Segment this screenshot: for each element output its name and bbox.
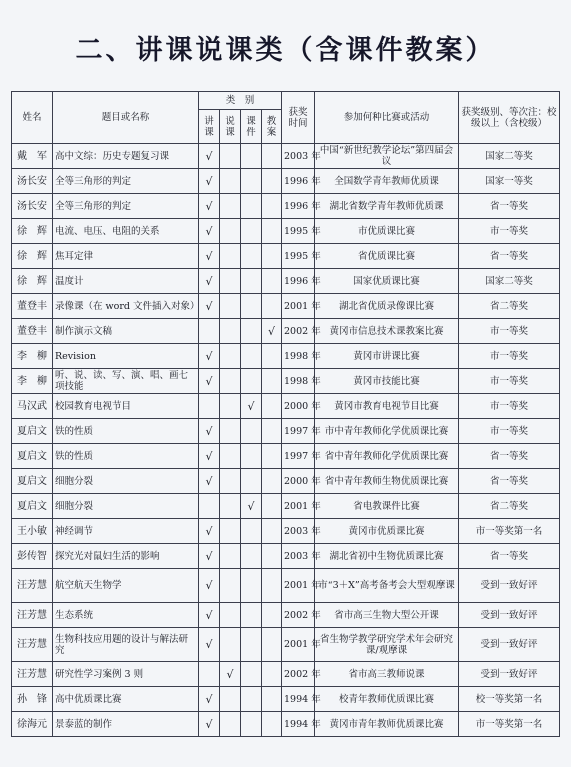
cell-topic: 高中优质课比赛: [53, 687, 199, 712]
table-row: [12, 628, 560, 662]
cell-competition: 省市高三生物大型公开课: [315, 603, 459, 628]
cell-level: 受到一致好评: [459, 662, 560, 687]
cell-cat-plan: [262, 219, 282, 244]
cell-cat-lecture: √: [199, 603, 220, 628]
cell-cat-courseware: [241, 219, 262, 244]
cell-cat-lecture: √: [199, 628, 220, 662]
cell-competition: 省中青年教师化学优质课比赛: [315, 444, 459, 469]
cell-cat-courseware: [241, 319, 262, 344]
cell-name: 马汉武: [12, 394, 53, 419]
cell-time: 2003 年: [282, 144, 315, 169]
cell-time: 2002 年: [282, 603, 315, 628]
cell-topic: 生态系统: [53, 603, 199, 628]
table-row: [12, 662, 560, 687]
table-row: [12, 544, 560, 569]
cell-cat-lecture: √: [199, 369, 220, 394]
cell-competition: 黄冈市优质课比赛: [315, 519, 459, 544]
cell-cat-lecture: √: [199, 244, 220, 269]
cell-cat-plan: [262, 369, 282, 394]
cell-competition: 黄冈市信息技术课教案比赛: [315, 319, 459, 344]
cell-name: 汪芳慧: [12, 628, 53, 662]
header-name: 姓名: [12, 92, 53, 144]
cell-cat-plan: [262, 687, 282, 712]
cell-cat-lecture: [199, 662, 220, 687]
cell-competition: 市“3＋X”高考备考会大型观摩课: [315, 569, 459, 603]
cell-level: 省一等奖: [459, 444, 560, 469]
cell-topic: 制作演示文稿: [53, 319, 199, 344]
cell-cat-lecture: √: [199, 219, 220, 244]
cell-time: 1994 年: [282, 687, 315, 712]
cell-time: 2001 年: [282, 494, 315, 519]
cell-time: 1998 年: [282, 344, 315, 369]
cell-topic: 景泰蓝的制作: [53, 712, 199, 737]
cell-cat-lecture: √: [199, 294, 220, 319]
cell-time: 2001 年: [282, 294, 315, 319]
cell-time: 1996 年: [282, 169, 315, 194]
table-row: [12, 444, 560, 469]
table-row: [12, 687, 560, 712]
cell-topic: 细胞分裂: [53, 494, 199, 519]
cell-cat-plan: [262, 269, 282, 294]
cell-name: 徐 辉: [12, 269, 53, 294]
header-cat-plan: 教案: [262, 110, 282, 144]
cell-cat-talk: [220, 603, 241, 628]
cell-cat-lecture: √: [199, 712, 220, 737]
cell-cat-lecture: √: [199, 469, 220, 494]
cell-level: 市一等奖: [459, 419, 560, 444]
header-competition: 参加何种比赛或活动: [315, 92, 459, 144]
cell-time: 1997 年: [282, 419, 315, 444]
cell-cat-talk: [220, 544, 241, 569]
cell-competition: 市中青年教师化学优质课比赛: [315, 419, 459, 444]
cell-cat-talk: [220, 169, 241, 194]
cell-cat-courseware: [241, 687, 262, 712]
cell-topic: 高中文综：历史专题复习课: [53, 144, 199, 169]
cell-name: 李 柳: [12, 344, 53, 369]
cell-cat-talk: [220, 569, 241, 603]
cell-topic: 录像课（在 word 文件插入对象）: [53, 294, 199, 319]
cell-competition: 黄冈市技能比赛: [315, 369, 459, 394]
cell-name: 董登丰: [12, 294, 53, 319]
cell-competition: 湖北省优质录像课比赛: [315, 294, 459, 319]
cell-name: 夏启文: [12, 469, 53, 494]
cell-competition: 湖北省数学青年教师优质课: [315, 194, 459, 219]
cell-name: 汪芳慧: [12, 569, 53, 603]
cell-cat-talk: [220, 444, 241, 469]
cell-level: 市一等奖: [459, 219, 560, 244]
cell-cat-plan: [262, 662, 282, 687]
cell-name: 汤长安: [12, 169, 53, 194]
cell-cat-lecture: √: [199, 194, 220, 219]
cell-cat-lecture: √: [199, 144, 220, 169]
cell-cat-talk: [220, 344, 241, 369]
cell-cat-lecture: √: [199, 169, 220, 194]
table-row: [12, 319, 560, 344]
cell-cat-courseware: [241, 519, 262, 544]
cell-name: 徐 辉: [12, 244, 53, 269]
cell-cat-lecture: [199, 394, 220, 419]
cell-cat-plan: [262, 144, 282, 169]
table-row: [12, 569, 560, 603]
table-row: [12, 712, 560, 737]
header-category: 类 别: [199, 92, 282, 110]
cell-time: 2002 年: [282, 319, 315, 344]
cell-cat-lecture: √: [199, 444, 220, 469]
table-row: [12, 369, 560, 394]
table-row: [12, 519, 560, 544]
cell-cat-talk: [220, 319, 241, 344]
cell-competition: 湖北省初中生物优质课比赛: [315, 544, 459, 569]
cell-time: 2002 年: [282, 662, 315, 687]
header-topic: 题目或名称: [53, 92, 199, 144]
cell-cat-courseware: [241, 169, 262, 194]
cell-time: 2001 年: [282, 628, 315, 662]
awards-table: [11, 91, 560, 737]
cell-topic: 全等三角形的判定: [53, 194, 199, 219]
cell-cat-talk: √: [220, 662, 241, 687]
table-row: [12, 194, 560, 219]
cell-cat-lecture: √: [199, 519, 220, 544]
cell-level: 市一等奖第一名: [459, 519, 560, 544]
cell-cat-talk: [220, 469, 241, 494]
cell-cat-plan: [262, 444, 282, 469]
cell-time: 2000 年: [282, 469, 315, 494]
cell-cat-plan: [262, 194, 282, 219]
cell-competition: 全国数学青年教师优质课: [315, 169, 459, 194]
cell-competition: 省电教课件比赛: [315, 494, 459, 519]
cell-cat-plan: [262, 494, 282, 519]
table-row: [12, 394, 560, 419]
table-row: [12, 419, 560, 444]
cell-cat-talk: [220, 294, 241, 319]
header-time: 获奖时间: [282, 92, 315, 144]
cell-cat-plan: [262, 244, 282, 269]
cell-cat-talk: [220, 144, 241, 169]
table-row: [12, 269, 560, 294]
cell-name: 王小敏: [12, 519, 53, 544]
cell-name: 李 柳: [12, 369, 53, 394]
cell-level: 市一等奖第一名: [459, 712, 560, 737]
table-row: [12, 169, 560, 194]
cell-competition: 国家优质课比赛: [315, 269, 459, 294]
cell-time: 1998 年: [282, 369, 315, 394]
cell-cat-courseware: [241, 144, 262, 169]
cell-cat-courseware: [241, 628, 262, 662]
awards-table-body: [12, 144, 560, 737]
cell-cat-courseware: [241, 294, 262, 319]
cell-cat-courseware: [241, 712, 262, 737]
cell-cat-plan: [262, 519, 282, 544]
cell-cat-talk: [220, 419, 241, 444]
cell-cat-lecture: √: [199, 687, 220, 712]
cell-topic: 神经调节: [53, 519, 199, 544]
table-row: [12, 144, 560, 169]
cell-level: 国家一等奖: [459, 169, 560, 194]
cell-time: 1994 年: [282, 712, 315, 737]
cell-cat-plan: [262, 169, 282, 194]
cell-cat-courseware: [241, 603, 262, 628]
cell-time: 2001 年: [282, 569, 315, 603]
header-cat-talk: 说课: [220, 110, 241, 144]
cell-competition: 黄冈市教育电视节目比赛: [315, 394, 459, 419]
cell-competition: 省生物学教学研究学术年会研究课/观摩课: [315, 628, 459, 662]
cell-name: 董登丰: [12, 319, 53, 344]
cell-cat-plan: [262, 344, 282, 369]
cell-level: 省二等奖: [459, 494, 560, 519]
cell-cat-plan: [262, 469, 282, 494]
cell-competition: 中国“新世纪教学论坛”第四届会议: [315, 144, 459, 169]
header-level: 获奖级别、等次注：校级以上（含校级）: [459, 92, 560, 144]
cell-competition: 省市高三教师说课: [315, 662, 459, 687]
cell-competition: 省优质课比赛: [315, 244, 459, 269]
cell-name: 徐 辉: [12, 219, 53, 244]
cell-cat-plan: [262, 294, 282, 319]
cell-name: 夏启文: [12, 444, 53, 469]
cell-name: 彭传智: [12, 544, 53, 569]
cell-cat-lecture: [199, 319, 220, 344]
header-cat-lecture: 讲课: [199, 110, 220, 144]
cell-cat-courseware: √: [241, 494, 262, 519]
cell-level: 受到一致好评: [459, 603, 560, 628]
cell-time: 2003 年: [282, 519, 315, 544]
cell-cat-talk: [220, 244, 241, 269]
cell-topic: 铁的性质: [53, 419, 199, 444]
cell-level: 受到一致好评: [459, 628, 560, 662]
cell-topic: 航空航天生物学: [53, 569, 199, 603]
cell-cat-lecture: √: [199, 544, 220, 569]
table-row: [12, 344, 560, 369]
cell-cat-plan: [262, 603, 282, 628]
cell-topic: 焦耳定律: [53, 244, 199, 269]
cell-topic: 温度计: [53, 269, 199, 294]
table-row: [12, 219, 560, 244]
cell-cat-plan: [262, 544, 282, 569]
cell-competition: 黄冈市讲课比赛: [315, 344, 459, 369]
cell-cat-talk: [220, 712, 241, 737]
cell-cat-courseware: [241, 569, 262, 603]
cell-topic: 全等三角形的判定: [53, 169, 199, 194]
cell-time: 1995 年: [282, 219, 315, 244]
cell-topic: 生物科技应用题的设计与解法研究: [53, 628, 199, 662]
cell-level: 省一等奖: [459, 469, 560, 494]
cell-cat-plan: [262, 712, 282, 737]
table-row: [12, 469, 560, 494]
cell-cat-talk: [220, 269, 241, 294]
cell-cat-courseware: [241, 662, 262, 687]
cell-level: 省一等奖: [459, 244, 560, 269]
cell-competition: 校青年教师优质课比赛: [315, 687, 459, 712]
cell-topic: 研究性学习案例 3 则: [53, 662, 199, 687]
cell-topic: 铁的性质: [53, 444, 199, 469]
cell-cat-courseware: [241, 444, 262, 469]
cell-topic: 探究光对鼠妇生活的影响: [53, 544, 199, 569]
cell-topic: 电流、电压、电阻的关系: [53, 219, 199, 244]
cell-cat-talk: [220, 494, 241, 519]
cell-cat-talk: [220, 519, 241, 544]
cell-time: 1996 年: [282, 194, 315, 219]
cell-level: 省一等奖: [459, 544, 560, 569]
cell-time: 2003 年: [282, 544, 315, 569]
cell-cat-talk: [220, 628, 241, 662]
cell-time: 2000 年: [282, 394, 315, 419]
cell-topic: 听、说、读、写、演、唱、画七项技能: [53, 369, 199, 394]
cell-competition: 黄冈市青年教师优质课比赛: [315, 712, 459, 737]
cell-time: 1997 年: [282, 444, 315, 469]
cell-name: 孙 锋: [12, 687, 53, 712]
cell-cat-lecture: √: [199, 344, 220, 369]
cell-cat-lecture: √: [199, 269, 220, 294]
cell-level: 国家二等奖: [459, 144, 560, 169]
cell-name: 徐海元: [12, 712, 53, 737]
cell-time: 1995 年: [282, 244, 315, 269]
cell-cat-courseware: [241, 244, 262, 269]
cell-name: 夏启文: [12, 494, 53, 519]
table-row: [12, 494, 560, 519]
cell-cat-courseware: [241, 544, 262, 569]
cell-name: 汪芳慧: [12, 662, 53, 687]
table-row: [12, 603, 560, 628]
cell-topic: Revision: [53, 344, 199, 369]
cell-cat-courseware: [241, 344, 262, 369]
cell-cat-courseware: [241, 469, 262, 494]
cell-cat-courseware: [241, 194, 262, 219]
cell-level: 市一等奖: [459, 319, 560, 344]
cell-cat-lecture: √: [199, 419, 220, 444]
cell-time: 1996 年: [282, 269, 315, 294]
cell-cat-lecture: √: [199, 569, 220, 603]
cell-cat-lecture: [199, 494, 220, 519]
cell-cat-plan: [262, 394, 282, 419]
cell-level: 国家二等奖: [459, 269, 560, 294]
cell-level: 省一等奖: [459, 194, 560, 219]
cell-cat-courseware: [241, 369, 262, 394]
cell-competition: 市优质课比赛: [315, 219, 459, 244]
cell-competition: 省中青年教师生物优质课比赛: [315, 469, 459, 494]
cell-topic: 细胞分裂: [53, 469, 199, 494]
cell-level: 校一等奖第一名: [459, 687, 560, 712]
cell-level: 市一等奖: [459, 344, 560, 369]
cell-level: 市一等奖: [459, 394, 560, 419]
cell-cat-plan: [262, 628, 282, 662]
cell-cat-courseware: √: [241, 394, 262, 419]
header-cat-courseware: 课件: [241, 110, 262, 144]
table-row: [12, 244, 560, 269]
cell-name: 汤长安: [12, 194, 53, 219]
cell-topic: 校园教育电视节目: [53, 394, 199, 419]
cell-cat-talk: [220, 394, 241, 419]
cell-level: 省二等奖: [459, 294, 560, 319]
cell-cat-plan: [262, 569, 282, 603]
cell-name: 汪芳慧: [12, 603, 53, 628]
page-title: 二、讲课说课类（含课件教案）: [75, 35, 496, 66]
cell-level: 市一等奖: [459, 369, 560, 394]
table-row: [12, 294, 560, 319]
cell-cat-talk: [220, 369, 241, 394]
cell-cat-talk: [220, 194, 241, 219]
cell-cat-plan: √: [262, 319, 282, 344]
cell-level: 受到一致好评: [459, 569, 560, 603]
cell-name: 夏启文: [12, 419, 53, 444]
cell-cat-courseware: [241, 269, 262, 294]
cell-cat-talk: [220, 687, 241, 712]
cell-cat-courseware: [241, 419, 262, 444]
cell-name: 戴 军: [12, 144, 53, 169]
cell-cat-plan: [262, 419, 282, 444]
cell-cat-talk: [220, 219, 241, 244]
